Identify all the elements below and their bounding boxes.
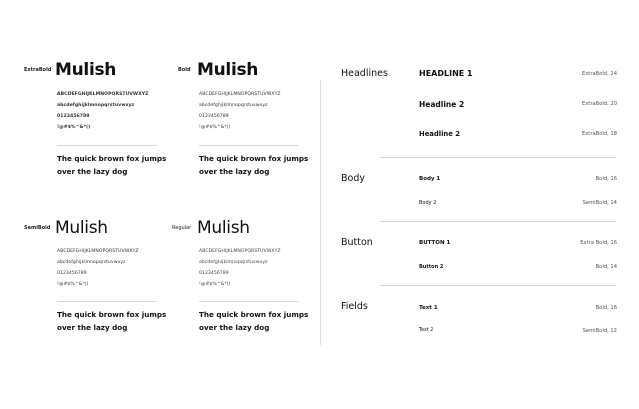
style-sample-headline-2: Headline 2: [419, 100, 465, 109]
style-spec: SemiBold, 14: [582, 200, 617, 206]
divider: [57, 301, 157, 302]
specimen-tag-extrabold: ExtraBold: [24, 67, 52, 73]
style-spec: Bold, 14: [595, 264, 617, 270]
section-title-button: Button: [341, 237, 373, 248]
divider: [199, 145, 299, 146]
glyph-digits: 0123456789: [199, 271, 229, 276]
specimen-name-bold: Mulish: [197, 60, 259, 80]
style-spec: Extra Bold, 16: [580, 240, 617, 246]
glyph-lowercase: abcdefghijklmnopqrstuvwxyz: [199, 260, 268, 265]
specimen-tag-bold: Bold: [178, 67, 191, 73]
pangram-bold: The quick brown fox jumps over the lazy dog: [199, 154, 309, 176]
section-divider: [380, 157, 616, 158]
section-title-fields: Fields: [341, 301, 368, 312]
style-sample-headline-3: Headline 2: [419, 130, 460, 138]
divider: [57, 145, 157, 146]
glyph-uppercase: ABCDEFGHIJKLMNOPQRSTUVWXYZ: [57, 249, 139, 254]
glyph-digits: 0123456789: [199, 114, 229, 119]
style-sample-text-1: Text 1: [419, 305, 438, 311]
style-sample-button-1: BUTTON 1: [419, 240, 451, 246]
column-divider: [320, 80, 321, 345]
style-sample-button-2: Button 2: [419, 264, 444, 270]
style-sample-body-1: Body 1: [419, 176, 441, 182]
glyph-uppercase: ABCDEFGHIJKLMNOPQRSTUVWXYZ: [57, 92, 149, 97]
style-spec: ExtraBold, 24: [581, 71, 617, 77]
style-sample-body-2: Body 2: [419, 200, 437, 206]
glyph-lowercase: abcdefghijklmnopqrstuvwxyz: [57, 260, 126, 265]
glyph-symbols: !@#$%^&*(): [199, 282, 231, 287]
section-divider: [380, 285, 616, 286]
divider: [199, 301, 299, 302]
glyph-uppercase: ABCDEFGHIJKLMNOPQRSTUVWXYZ: [199, 92, 281, 97]
style-sample-text-2: Text 2: [419, 328, 434, 333]
style-spec: ExtraBold, 20: [581, 101, 617, 107]
glyph-symbols: !@#$%^&*(): [57, 282, 89, 287]
specimen-name-extrabold: Mulish: [55, 60, 117, 80]
section-title-headlines: Headlines: [341, 68, 388, 79]
specimen-tag-regular: Regular: [172, 225, 192, 231]
style-sample-headline-1: HEADLINE 1: [419, 69, 473, 78]
glyph-digits: 0123456789: [57, 271, 87, 276]
glyph-symbols: !@#$%^&*(): [57, 125, 91, 130]
pangram-extrabold: The quick brown fox jumps over the lazy dog: [57, 154, 167, 176]
style-spec: Bold, 16: [595, 176, 617, 182]
glyph-lowercase: abcdefghijklmnopqrstuvwxyz: [57, 103, 135, 108]
glyph-lowercase: abcdefghijklmnopqrstuvwxyz: [199, 103, 268, 108]
pangram-semibold: The quick brown fox jumps over the lazy dog: [57, 310, 167, 332]
glyph-digits: 0123456789: [57, 114, 90, 119]
glyph-uppercase: ABCDEFGHIJKLMNOPQRSTUVWXYZ: [199, 249, 281, 254]
pangram-regular: The quick brown fox jumps over the lazy dog: [199, 310, 309, 332]
section-title-body: Body: [341, 173, 365, 184]
style-spec: SemiBold, 12: [582, 328, 617, 334]
specimen-tag-semibold: SemiBold: [24, 225, 51, 231]
style-spec: Bold, 16: [595, 305, 617, 311]
specimen-name-semibold: Mulish: [55, 218, 108, 238]
glyph-symbols: !@#$%^&*(): [199, 125, 231, 130]
style-spec: ExtraBold, 18: [581, 131, 617, 137]
specimen-name-regular: Mulish: [197, 218, 250, 238]
section-divider: [380, 221, 616, 222]
